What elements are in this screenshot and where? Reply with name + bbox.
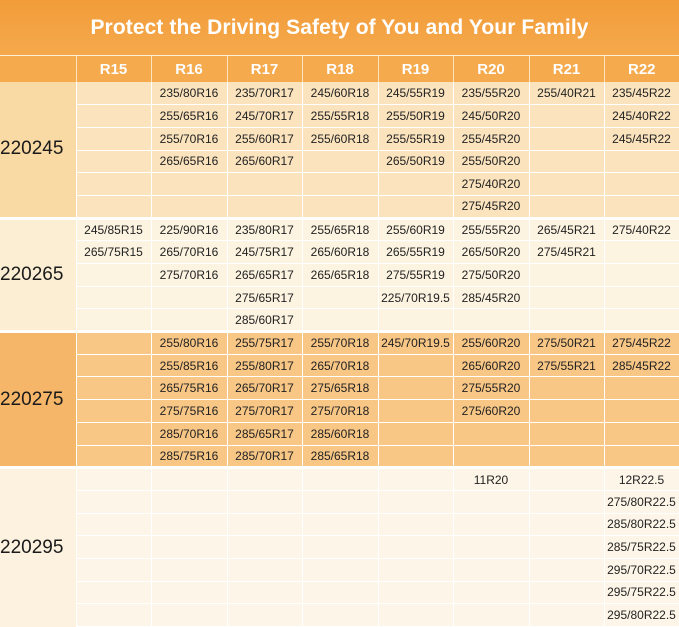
tire-size-cell [529,558,604,581]
tire-size-cell [76,490,151,513]
tire-size-cell: 275/45R20 [453,195,529,218]
chart-title: Protect the Driving Safety of You and Your Family [0,0,679,55]
tire-size-cell [302,536,378,559]
tire-size-cell [227,536,302,559]
tire-size-cell [76,105,151,128]
tire-size-table [0,56,679,627]
tire-size-cell: 295/70R22.5 [604,558,679,581]
tire-size-cell: 275/55R19 [378,264,453,287]
tire-size-cell: 295/80R22.5 [604,604,679,627]
model-number-cell: 220245 [0,82,76,218]
tire-size-cell [529,468,604,491]
tire-size-cell: 275/70R18 [302,400,378,423]
tire-size-cell: 275/55R20 [453,377,529,400]
tire-size-cell: 245/45R22 [604,127,679,150]
table-row [0,354,679,377]
tire-size-cell [378,536,453,559]
tire-size-cell: 265/60R20 [453,354,529,377]
tire-size-cell [76,173,151,196]
table-row [0,218,679,241]
tire-size-cell: 285/70R16 [151,422,227,445]
tire-size-cell: 285/70R17 [227,445,302,468]
tire-size-cell: 235/80R16 [151,82,227,105]
tire-size-cell [151,581,227,604]
tire-size-cell [76,422,151,445]
tire-size-cell [453,309,529,332]
tire-size-cell: 285/75R16 [151,445,227,468]
tire-size-cell [151,490,227,513]
tire-size-cell: 285/45R22 [604,354,679,377]
tire-size-cell [151,195,227,218]
tire-size-cell [151,173,227,196]
table-row [0,490,679,513]
tire-size-cell [378,445,453,468]
tire-size-cell [151,286,227,309]
table-row [0,468,679,491]
tire-size-cell: 235/45R22 [604,82,679,105]
tire-size-cell: 275/60R20 [453,400,529,423]
tire-size-cell: 275/65R17 [227,286,302,309]
tire-size-cell [529,195,604,218]
tire-size-cell [151,309,227,332]
tire-size-cell [529,173,604,196]
tire-size-cell: 265/65R17 [227,264,302,287]
tire-size-cell: 245/40R22 [604,105,679,128]
tire-size-cell [604,286,679,309]
tire-size-cell: 235/70R17 [227,82,302,105]
tire-size-cell: 245/70R17 [227,105,302,128]
tire-size-cell [76,581,151,604]
tire-size-cell: 245/60R18 [302,82,378,105]
tire-size-cell: 255/60R17 [227,127,302,150]
column-header-r19: R19 [378,56,453,82]
tire-size-cell: 255/80R16 [151,332,227,355]
tire-size-cell: 225/70R19.5 [378,286,453,309]
tire-size-cell [76,604,151,627]
table-row [0,150,679,173]
tire-size-cell: 255/55R20 [453,218,529,241]
tire-size-cell [529,581,604,604]
tire-size-cell [378,490,453,513]
model-number-cell: 220275 [0,332,76,468]
tire-size-cell [151,468,227,491]
column-header-r22: R22 [604,56,679,82]
tire-size-cell [378,581,453,604]
tire-size-cell [378,377,453,400]
tire-size-cell [76,400,151,423]
table-row [0,241,679,264]
table-row [0,581,679,604]
tire-size-cell [453,581,529,604]
tire-size-cell [604,400,679,423]
tire-size-cell: 275/40R20 [453,173,529,196]
tire-size-cell [529,105,604,128]
tire-size-cell [604,195,679,218]
column-header-r16: R16 [151,56,227,82]
tire-size-cell: 285/65R18 [302,445,378,468]
tire-size-cell: 255/60R18 [302,127,378,150]
column-header-r20: R20 [453,56,529,82]
tire-size-cell [378,309,453,332]
tire-size-cell: 285/60R17 [227,309,302,332]
tire-size-cell [227,490,302,513]
table-row [0,558,679,581]
column-header-r18: R18 [302,56,378,82]
tire-size-cell [378,354,453,377]
tire-size-cell [76,150,151,173]
tire-size-cell [453,490,529,513]
tire-size-cell: 255/75R17 [227,332,302,355]
tire-size-cell [529,400,604,423]
table-row [0,173,679,196]
tire-size-cell [227,173,302,196]
tire-size-cell [453,422,529,445]
tire-size-cell [604,422,679,445]
tire-size-cell [378,173,453,196]
tire-size-cell: 275/75R16 [151,400,227,423]
tire-size-cell [227,195,302,218]
tire-size-cell [378,400,453,423]
tire-size-cell [302,581,378,604]
tire-size-cell: 255/65R16 [151,105,227,128]
tire-size-cell [302,490,378,513]
table-row [0,195,679,218]
tire-size-cell: 265/70R16 [151,241,227,264]
tire-size-cell [302,195,378,218]
tire-size-cell [453,445,529,468]
corner-header [0,56,76,82]
tire-size-cell [529,286,604,309]
tire-size-cell: 245/70R19.5 [378,332,453,355]
tire-size-cell: 235/55R20 [453,82,529,105]
tire-size-cell: 275/50R20 [453,264,529,287]
table-row [0,332,679,355]
tire-size-cell [76,82,151,105]
tire-size-cell [76,195,151,218]
tire-size-cell [302,604,378,627]
tire-size-cell [302,173,378,196]
tire-size-cell [151,604,227,627]
tire-size-cell: 255/50R20 [453,150,529,173]
tire-size-cell [529,445,604,468]
tire-size-cell [378,513,453,536]
tire-size-cell [529,127,604,150]
tire-size-cell: 12R22.5 [604,468,679,491]
tire-size-cell [529,513,604,536]
table-row [0,377,679,400]
tire-size-cell: 275/80R22.5 [604,490,679,513]
tire-size-cell [378,558,453,581]
tire-size-cell [227,581,302,604]
tire-size-cell [378,195,453,218]
tire-size-cell: 265/65R18 [302,264,378,287]
tire-size-cell [604,377,679,400]
tire-size-cell [604,309,679,332]
tire-size-cell [76,264,151,287]
tire-size-cell [227,604,302,627]
tire-size-cell: 275/70R16 [151,264,227,287]
tire-size-cell: 255/40R21 [529,82,604,105]
tire-size-cell [529,422,604,445]
column-header-r17: R17 [227,56,302,82]
tire-size-cell [76,127,151,150]
tire-size-cell: 275/45R22 [604,332,679,355]
tire-size-cell [529,264,604,287]
tire-size-cell [76,332,151,355]
tire-size-cell: 265/75R15 [76,241,151,264]
tire-size-cell: 275/45R21 [529,241,604,264]
tire-size-cell [453,558,529,581]
tire-size-cell: 285/75R22.5 [604,536,679,559]
tire-size-cell [302,286,378,309]
model-number-cell: 220265 [0,218,76,331]
tire-size-cell [302,150,378,173]
table-row [0,286,679,309]
table-row [0,105,679,128]
tire-size-cell [453,604,529,627]
tire-size-cell: 11R20 [453,468,529,491]
tire-size-cell [227,513,302,536]
tire-size-cell: 255/65R18 [302,218,378,241]
tire-size-cell: 255/60R19 [378,218,453,241]
tire-size-cell [76,536,151,559]
table-row [0,604,679,627]
tire-size-cell [378,604,453,627]
tire-size-cell: 245/55R19 [378,82,453,105]
tire-size-cell: 255/70R18 [302,332,378,355]
tire-size-cell: 245/75R17 [227,241,302,264]
tire-size-cell: 285/60R18 [302,422,378,445]
tire-size-cell [604,264,679,287]
table-row [0,309,679,332]
tire-size-cell [378,422,453,445]
tire-size-cell [76,377,151,400]
tire-size-cell: 255/55R18 [302,105,378,128]
tire-size-cell: 255/80R17 [227,354,302,377]
table-row [0,264,679,287]
tire-size-cell [604,150,679,173]
table-row [0,127,679,150]
tire-size-cell [378,468,453,491]
tire-size-cell: 255/55R19 [378,127,453,150]
tire-size-cell: 265/60R17 [227,150,302,173]
tire-size-cell [76,468,151,491]
tire-size-cell: 275/70R17 [227,400,302,423]
tire-size-cell [302,513,378,536]
tire-size-cell: 265/70R17 [227,377,302,400]
tire-size-cell [151,558,227,581]
tire-size-cell [151,513,227,536]
column-header-r21: R21 [529,56,604,82]
tire-size-cell: 285/65R17 [227,422,302,445]
tire-size-cell: 245/50R20 [453,105,529,128]
tire-size-cell: 255/85R16 [151,354,227,377]
tire-size-cell [76,309,151,332]
tire-size-cell: 245/85R15 [76,218,151,241]
tire-size-cell [76,354,151,377]
tire-size-cell [76,558,151,581]
tire-size-cell: 295/75R22.5 [604,581,679,604]
tire-size-cell [453,536,529,559]
tire-size-cell: 285/80R22.5 [604,513,679,536]
tire-size-cell [227,468,302,491]
tire-size-cell: 275/40R22 [604,218,679,241]
tire-size-cell: 255/60R20 [453,332,529,355]
tire-size-cell: 265/50R20 [453,241,529,264]
tire-size-cell [529,604,604,627]
tire-size-cell [151,536,227,559]
tire-size-cell [529,150,604,173]
tire-size-cell [529,377,604,400]
tire-size-cell: 275/65R18 [302,377,378,400]
table-row [0,422,679,445]
tire-size-cell: 275/55R21 [529,354,604,377]
table-row [0,513,679,536]
tire-size-cell [604,173,679,196]
tire-size-cell: 255/70R16 [151,127,227,150]
tire-size-cell: 235/80R17 [227,218,302,241]
tire-size-cell [604,445,679,468]
tire-size-cell [76,286,151,309]
model-number-cell: 220295 [0,468,76,627]
tire-size-cell [529,490,604,513]
tire-size-cell: 265/45R21 [529,218,604,241]
column-header-r15: R15 [76,56,151,82]
tire-size-cell: 275/50R21 [529,332,604,355]
tire-size-cell [453,513,529,536]
tire-size-cell [529,309,604,332]
tire-size-cell [529,536,604,559]
tire-size-cell [302,468,378,491]
tire-size-cell: 265/50R19 [378,150,453,173]
tire-size-cell: 265/60R18 [302,241,378,264]
tire-size-cell: 255/50R19 [378,105,453,128]
tire-size-cell: 265/65R16 [151,150,227,173]
table-row [0,400,679,423]
tire-size-cell: 265/75R16 [151,377,227,400]
tire-size-cell: 285/45R20 [453,286,529,309]
column-header-row [0,56,679,82]
tire-size-cell [76,445,151,468]
tire-size-cell [302,558,378,581]
tire-size-cell [227,558,302,581]
table-row [0,445,679,468]
tire-size-cell: 265/55R19 [378,241,453,264]
tire-size-cell [604,241,679,264]
tire-size-cell [76,513,151,536]
tire-size-cell [302,309,378,332]
table-row [0,82,679,105]
tire-size-cell: 265/70R18 [302,354,378,377]
table-row [0,536,679,559]
tire-size-cell: 255/45R20 [453,127,529,150]
tire-size-cell: 225/90R16 [151,218,227,241]
